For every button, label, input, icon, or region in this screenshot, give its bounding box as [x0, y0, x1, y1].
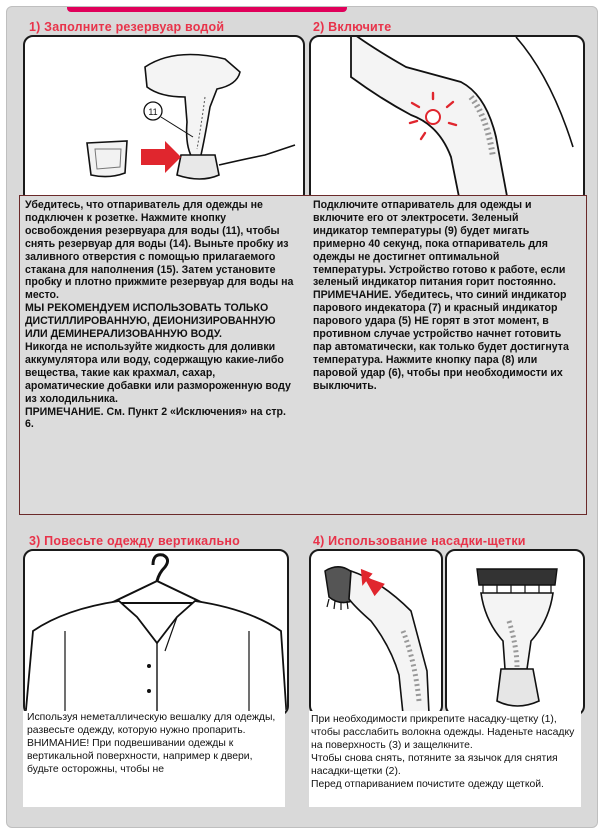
step4-paragraph: При необходимости прикрепите насадку-щетку (1), чтобы расслабить волокна одежды. Наденьте насадку на поверхность (3) и защелкните. [311, 714, 575, 751]
step1-illustration [23, 35, 305, 204]
direction-arrow-icon [141, 141, 181, 173]
steamer-power-drawing [311, 37, 583, 202]
step4-title: 4) Использование насадки-щетки [313, 534, 526, 548]
manual-page [6, 6, 598, 828]
top-accent-strip [67, 7, 347, 12]
steamer-with-brush-drawing [447, 551, 583, 714]
step1-paragraph: Убедитесь, что отпариватель для одежды не подключен к розетке. Нажмите кнопку освобождения резервуара для воды (11), чтобы снять резервуар для воды (14). Выньте пробку из заливного отверстия с помощью прилагаемого стакана для наполнения (15). Затем установите пробку и плотно прижмите резервуар для воды на место. [25, 199, 294, 302]
step2-paragraph: ПРИМЕЧАНИЕ. Убедитесь, что синий индикатор парового индекатора (7) и красный индикатор парового удара (5) НЕ горят в этот момент, в противном случае устройство начнет готовить пар автоматически, как только будет достигнута температура. Нажмите кнопку пара (8) или паровой удар (6), чтобы при необходимости их выключить. [313, 289, 569, 392]
steamer-refill-drawing [25, 37, 303, 202]
step1-text [25, 199, 295, 431]
step2-text [313, 199, 575, 393]
step2-title: 2) Включите [313, 20, 392, 34]
brush-attach-drawing [311, 551, 441, 714]
step1-paragraph: ПРИМЕЧАНИЕ. См. Пункт 2 «Исключения» на стр. 6. [25, 405, 286, 431]
step1-paragraph: Никогда не используйте жидкость для доливки аккумулятора или воду, содержащую какие-либо вещества, такие как крахмал, сахар, ароматические добавки или размороженную воду из холодильника. [25, 340, 291, 405]
step4-paragraph: Чтобы снова снять, потяните за язычок для снятия насадки-щетки (2). [311, 752, 558, 777]
step3-title: 3) Повесьте одежду вертикально [29, 534, 240, 548]
step2-paragraph: Подключите отпариватель для одежды и включите его от электросети. Зеленый индикатор температуры (9) будет мигать примерно 40 секунд, пока отпариватель для одежды не достигнет оптимальной температуры. Устройство готово к работе, если зеленый индикатор питания горит постоянно. [313, 199, 566, 289]
step4-text [311, 714, 581, 791]
power-indicator-icon [426, 110, 440, 124]
step4-illustration-brush [445, 549, 585, 716]
step2-illustration [309, 35, 585, 204]
callout-number: 11 [148, 107, 158, 117]
step3-illustration [23, 549, 289, 716]
shirt-on-hanger-drawing [25, 551, 287, 714]
step4-illustration-attach [309, 549, 443, 716]
step1-title: 1) Заполните резервуар водой [29, 20, 225, 34]
step3-paragraph: ВНИМАНИЕ! При подвешивании одежды к вертикальной поверхности, например к двери, будьте осторожны, чтобы не [27, 737, 253, 775]
step4-paragraph: Перед отпариванием почистите одежду щеткой. [311, 778, 544, 790]
step1-paragraph: МЫ РЕКОМЕНДУЕМ ИСПОЛЬЗОВАТЬ ТОЛЬКО ДИСТИЛЛИРОВАННУЮ, ДЕИОНИЗИРОВАННУЮ ИЛИ ДЕМИНЕРАЛИЗОВАННУЮ ВОДУ. [25, 302, 276, 341]
step3-paragraph: Используя неметаллическую вешалку для одежды, развесьте одежду, которую нужно пропарить. [27, 712, 276, 736]
step3-text [27, 712, 279, 777]
